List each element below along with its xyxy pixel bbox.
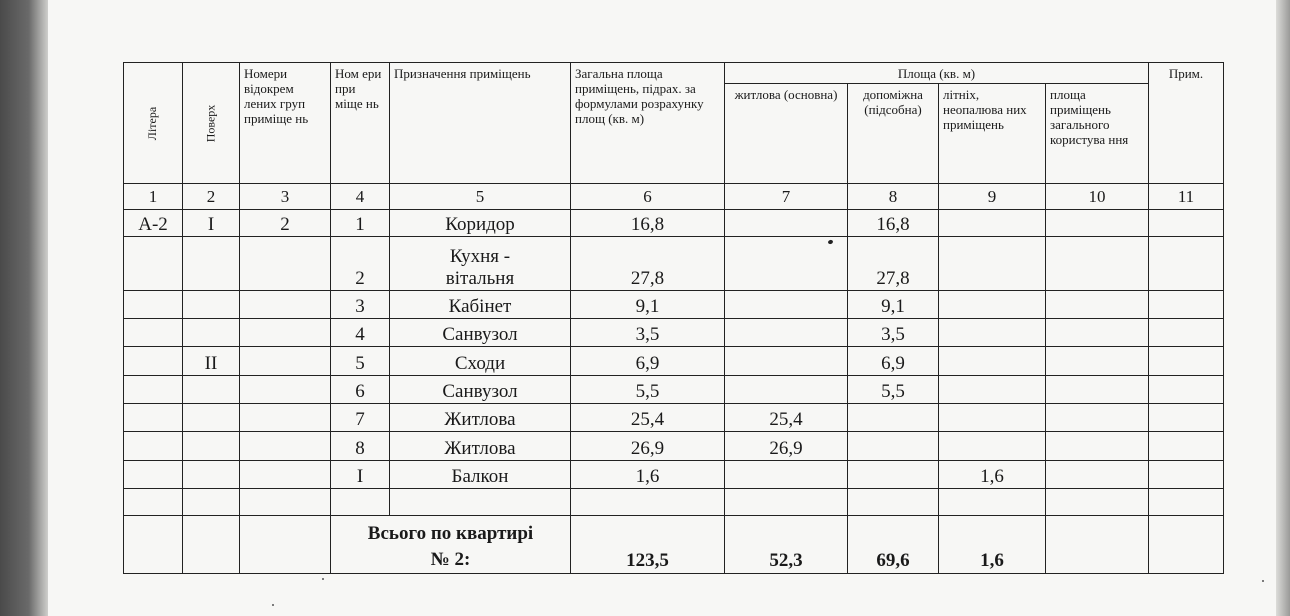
header-purpose: Призначення приміщень <box>390 63 571 184</box>
cell-floor: II <box>183 347 240 376</box>
colnum: 6 <box>571 184 725 210</box>
cell-num: 6 <box>331 376 390 404</box>
header-groups: Номери відокрем лених груп приміще нь <box>240 63 331 184</box>
cell-num: 8 <box>331 432 390 461</box>
table-row <box>124 489 1224 516</box>
colnum: 7 <box>725 184 848 210</box>
cell-name: Балкон <box>390 461 571 489</box>
cell-common <box>1046 210 1149 237</box>
cell-floor <box>183 376 240 404</box>
total-living: 52,3 <box>725 516 848 574</box>
cell-floor <box>183 461 240 489</box>
total-aux: 69,6 <box>848 516 939 574</box>
colnum: 4 <box>331 184 390 210</box>
cell-floor <box>183 404 240 432</box>
cell-common <box>1046 461 1149 489</box>
header-living: житлова (основна) <box>725 84 848 184</box>
cell-living <box>725 461 848 489</box>
cell-summer <box>939 376 1046 404</box>
cell-note <box>1149 210 1224 237</box>
cell-common <box>1046 291 1149 319</box>
header-common: площа приміщень загального користува ння <box>1046 84 1149 184</box>
cell-total: 1,6 <box>571 461 725 489</box>
cell-note <box>1149 404 1224 432</box>
cell-group: 2 <box>240 210 331 237</box>
cell-summer <box>939 489 1046 516</box>
colnum: 1 <box>124 184 183 210</box>
paper-speck <box>1262 580 1264 582</box>
total-area: 123,5 <box>571 516 725 574</box>
total-summer: 1,6 <box>939 516 1046 574</box>
column-numbers-row <box>124 184 1224 210</box>
colnum: 8 <box>848 184 939 210</box>
cell-summer <box>939 432 1046 461</box>
cell-living <box>725 489 848 516</box>
header-summer: літніх, неопалюва них приміщень <box>939 84 1046 184</box>
cell-empty <box>240 516 331 574</box>
table-row <box>124 376 1224 404</box>
cell-note <box>1149 237 1224 291</box>
cell-total: 5,5 <box>571 376 725 404</box>
cell-num <box>331 489 390 516</box>
cell-aux: 16,8 <box>848 210 939 237</box>
cell-aux <box>848 432 939 461</box>
cell-total <box>571 489 725 516</box>
cell-litera: А-2 <box>124 210 183 237</box>
cell-name: Кухня - вітальня <box>390 237 571 291</box>
cell-aux: 3,5 <box>848 319 939 347</box>
cell-living <box>725 376 848 404</box>
cell-num: 7 <box>331 404 390 432</box>
cell-note <box>1149 319 1224 347</box>
cell-common <box>1046 237 1149 291</box>
cell-common <box>1046 489 1149 516</box>
cell-group <box>240 376 331 404</box>
header-room-numbers: Ном ери при міще нь <box>331 63 390 184</box>
cell-name: Коридор <box>390 210 571 237</box>
total-row <box>124 516 1224 574</box>
cell-aux <box>848 489 939 516</box>
cell-living <box>725 291 848 319</box>
cell-common <box>1046 404 1149 432</box>
cell-common <box>1046 347 1149 376</box>
header-notes: Прим. <box>1149 63 1224 184</box>
cell-summer: 1,6 <box>939 461 1046 489</box>
cell-floor <box>183 237 240 291</box>
cell-litera <box>124 319 183 347</box>
header-total-area: Загальна площа приміщень, підрах. за формулами розрахунку площ (кв. м) <box>571 63 725 184</box>
cell-total: 16,8 <box>571 210 725 237</box>
cell-group <box>240 347 331 376</box>
cell-group <box>240 432 331 461</box>
cell-living <box>725 347 848 376</box>
cell-living: 26,9 <box>725 432 848 461</box>
cell-group <box>240 489 331 516</box>
cell-litera <box>124 489 183 516</box>
cell-note <box>1149 489 1224 516</box>
cell-aux: 9,1 <box>848 291 939 319</box>
cell-note <box>1149 347 1224 376</box>
cell-note <box>1149 432 1224 461</box>
colnum: 9 <box>939 184 1046 210</box>
total-label <box>331 516 571 574</box>
cell-living <box>725 319 848 347</box>
cell-group <box>240 291 331 319</box>
cell-litera <box>124 376 183 404</box>
cell-total: 9,1 <box>571 291 725 319</box>
cell-total: 3,5 <box>571 319 725 347</box>
paper-speck <box>272 604 274 606</box>
cell-empty <box>124 516 183 574</box>
cell-name <box>390 489 571 516</box>
cell-group <box>240 237 331 291</box>
cell-litera <box>124 461 183 489</box>
colnum: 3 <box>240 184 331 210</box>
table-row <box>124 404 1224 432</box>
cell-summer <box>939 404 1046 432</box>
colnum: 2 <box>183 184 240 210</box>
paper-speck <box>322 578 324 580</box>
cell-floor <box>183 489 240 516</box>
total-label-line1: Всього по квартирі <box>367 523 534 544</box>
cell-num: 5 <box>331 347 390 376</box>
cell-aux: 27,8 <box>848 237 939 291</box>
cell-floor <box>183 432 240 461</box>
cell-num: 4 <box>331 319 390 347</box>
cell-aux <box>848 461 939 489</box>
cell-aux: 5,5 <box>848 376 939 404</box>
table-row <box>124 237 1224 291</box>
cell-num: 1 <box>331 210 390 237</box>
table-row <box>124 461 1224 489</box>
cell-name: Санвузол <box>390 319 571 347</box>
cell-total: 25,4 <box>571 404 725 432</box>
cell-empty <box>1046 516 1149 574</box>
cell-summer <box>939 347 1046 376</box>
total-label-line2: № 2: <box>430 549 471 570</box>
cell-name: Кабінет <box>390 291 571 319</box>
cell-living: 25,4 <box>725 404 848 432</box>
cell-floor: I <box>183 210 240 237</box>
cell-num: I <box>331 461 390 489</box>
table-row <box>124 291 1224 319</box>
cell-name: Житлова <box>390 432 571 461</box>
table-row <box>124 432 1224 461</box>
cell-group <box>240 319 331 347</box>
header-auxiliary: допоміжна (підсобна) <box>848 84 939 184</box>
cell-note <box>1149 461 1224 489</box>
cell-summer <box>939 291 1046 319</box>
cell-total: 6,9 <box>571 347 725 376</box>
cell-litera <box>124 404 183 432</box>
colnum: 5 <box>390 184 571 210</box>
colnum: 10 <box>1046 184 1149 210</box>
cell-num: 3 <box>331 291 390 319</box>
cell-summer <box>939 319 1046 347</box>
colnum: 11 <box>1149 184 1224 210</box>
cell-common <box>1046 376 1149 404</box>
cell-empty <box>1149 516 1224 574</box>
cell-summer <box>939 210 1046 237</box>
cell-group <box>240 461 331 489</box>
cell-aux <box>848 404 939 432</box>
cell-name: Санвузол <box>390 376 571 404</box>
header-floor: Поверх <box>183 63 240 184</box>
cell-floor <box>183 319 240 347</box>
cell-living <box>725 210 848 237</box>
cell-total: 27,8 <box>571 237 725 291</box>
cell-name: Сходи <box>390 347 571 376</box>
cell-floor <box>183 291 240 319</box>
cell-aux: 6,9 <box>848 347 939 376</box>
cell-common <box>1046 319 1149 347</box>
cell-total: 26,9 <box>571 432 725 461</box>
scan-shadow-right <box>1276 0 1290 616</box>
header-litera: Літера <box>124 63 183 184</box>
cell-note <box>1149 376 1224 404</box>
cell-empty <box>183 516 240 574</box>
table-row <box>124 210 1224 237</box>
scan-shadow-left <box>0 0 48 616</box>
cell-note <box>1149 291 1224 319</box>
cell-litera <box>124 347 183 376</box>
cell-summer <box>939 237 1046 291</box>
table-row <box>124 319 1224 347</box>
cell-litera <box>124 432 183 461</box>
cell-living <box>725 237 848 291</box>
rooms-area-table <box>123 62 1224 574</box>
cell-num: 2 <box>331 237 390 291</box>
cell-name: Житлова <box>390 404 571 432</box>
cell-group <box>240 404 331 432</box>
cell-common <box>1046 432 1149 461</box>
cell-litera <box>124 237 183 291</box>
cell-litera <box>124 291 183 319</box>
header-area-group: Площа (кв. м) <box>725 63 1149 84</box>
table-row <box>124 347 1224 376</box>
